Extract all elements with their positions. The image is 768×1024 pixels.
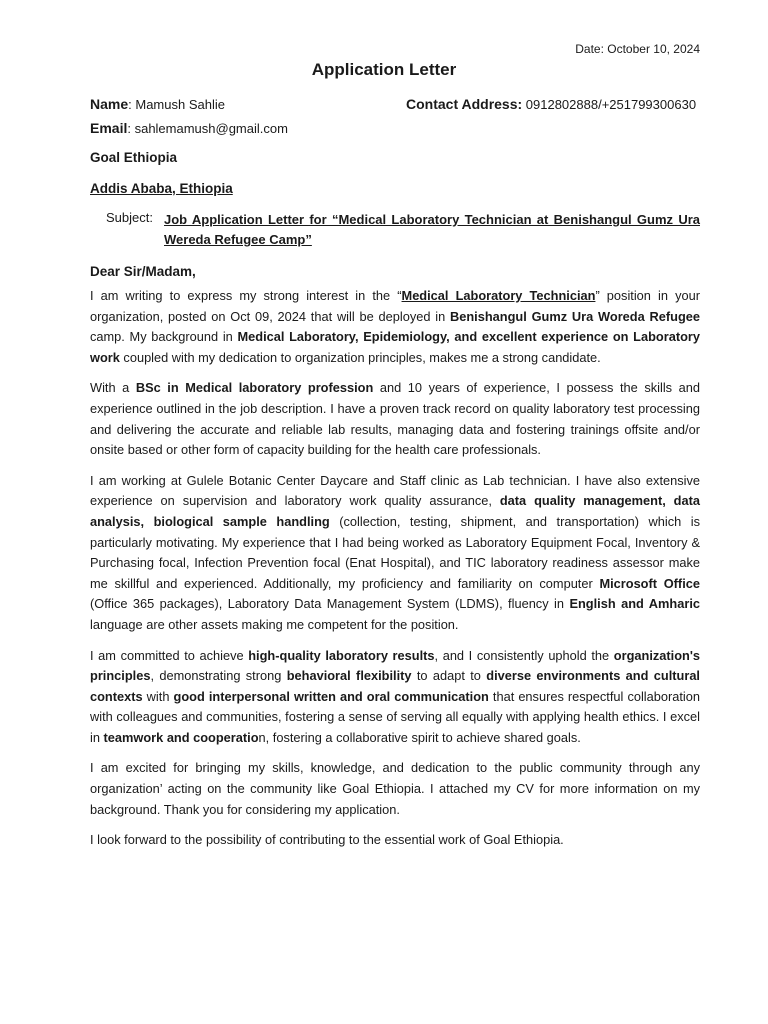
letter-date: Date: October 10, 2024 [575,42,700,56]
email-label: Email [90,120,128,136]
paragraph-6: I look forward to the possibility of contributing to the essential work of Goal Ethiopia. [90,832,564,848]
p4-text-6: that ensures respectful collaboration with colleagues and communities, fostering a sense of serving all equally with applying health ethics. I excel in [90,688,701,745]
p3-bold-3: English and Amharic [569,596,700,612]
letter-body [90,286,700,861]
paragraph-4 [90,646,700,749]
paragraph-3 [90,471,700,636]
p1-bold-3: Medical Laboratory, Epidemiology, and excellent experience on Laboratory work [90,329,700,365]
recipient-location: Addis Ababa, Ethiopia [90,181,233,196]
p1-bold-1: Medical Laboratory Technician [401,288,596,303]
subject-label: Subject: [106,210,153,225]
p1-text-3: camp. My background in [90,329,238,345]
p4-text-7: n, fostering a collaborative spirit to achieve shared goals. [258,729,581,745]
paragraph-1 [90,286,700,368]
name-label: Name [90,96,129,112]
greeting: Dear Sir/Madam, [90,264,196,279]
contact-line [406,96,696,112]
name-value: : Mamush Sahlie [128,97,225,112]
p3-text-3: (Office 365 packages), Laboratory Data Management System (LDMS), fluency in [90,596,570,612]
p2-bold-1: BSc in Medical laboratory profession [135,380,374,396]
p3-text-2: (collection, testing, shipment, and transportation) which is particularly motivating. My experience that I had being worked as Laboratory Equipment Focal, Inventory & Purchasing focal, Infection Prevention focal (Enat Hospital), and TIC laboratory readiness assessor make me skillful and experienced. Additionally, my proficiency and familiarity on computer [90,513,700,591]
contact-value: 0912802888/+251799300630 [522,97,697,112]
p3-bold-2: Microsoft Office [599,575,700,591]
p4-bold-2: organization's principles [90,647,701,684]
p4-text-5: with [142,688,174,704]
email-line [90,120,288,136]
p4-bold-5: good interpersonal written and oral communication [173,688,489,704]
email-value: : sahlemamush@gmail.com [127,121,288,136]
p4-text-4: to adapt to [411,668,487,684]
p4-text-3: , demonstrating strong [150,668,287,684]
subject-text: Job Application Letter for “Medical Laboratory Technician at Benishangul Gumz Ura Wereda Refugee Camp” [164,212,700,247]
p4-bold-6: teamwork and cooperatio [103,729,259,745]
p4-bold-3: behavioral flexibility [286,668,412,684]
subject-line [106,210,700,250]
recipient-org: Goal Ethiopia [90,150,178,165]
p4-bold-1: high-quality laboratory results [248,647,435,663]
p3-text-1: I am working at Gulele Botanic Center Daycare and Staff clinic as Lab technician. I have also extensive experience on supervision and laboratory work quality assurance, [90,472,700,509]
page-title: Application Letter [311,60,457,79]
p2-text-2: and 10 years of experience, I possess the skills and experience outlined in the job description. I have a proven track record on quality laboratory test processing and delivering the accurate and reliable lab results, managing data and fostering trainings offsite and/or onsite based or other form of capacity building for the health care professionals. [90,380,700,458]
contact-label: Contact Address: [406,96,523,112]
paragraph-2 [90,378,700,460]
paragraph-5: I am excited for bringing my skills, knowledge, and dedication to the public community through any organization’ acting on the community like Goal Ethiopia. I attached my CV for more information on my background. Thank you for considering my application. [90,760,700,817]
p1-text-4: coupled with my dedication to organization principles, makes me a strong candidate. [119,349,601,365]
p4-text-1: I am committed to achieve [90,647,249,663]
name-line [90,96,225,112]
p1-bold-2: Benishangul Gumz Ura Woreda Refugee [450,308,700,324]
p2-text-1: With a [90,380,136,396]
p1-text-1: I am writing to express my strong interest in the “ [90,288,402,303]
p4-text-2: , and I consistently uphold the [434,647,614,663]
p4-bold-4: diverse environments and cultural contexts [90,668,700,704]
p3-text-4: language are other assets making me competent for the position. [90,616,459,632]
p1-text-2: ” position in your organization, posted on Oct 09, 2024 that will be deployed in [90,288,700,324]
p3-bold-1: data quality management, data analysis, biological sample handling [90,493,700,529]
